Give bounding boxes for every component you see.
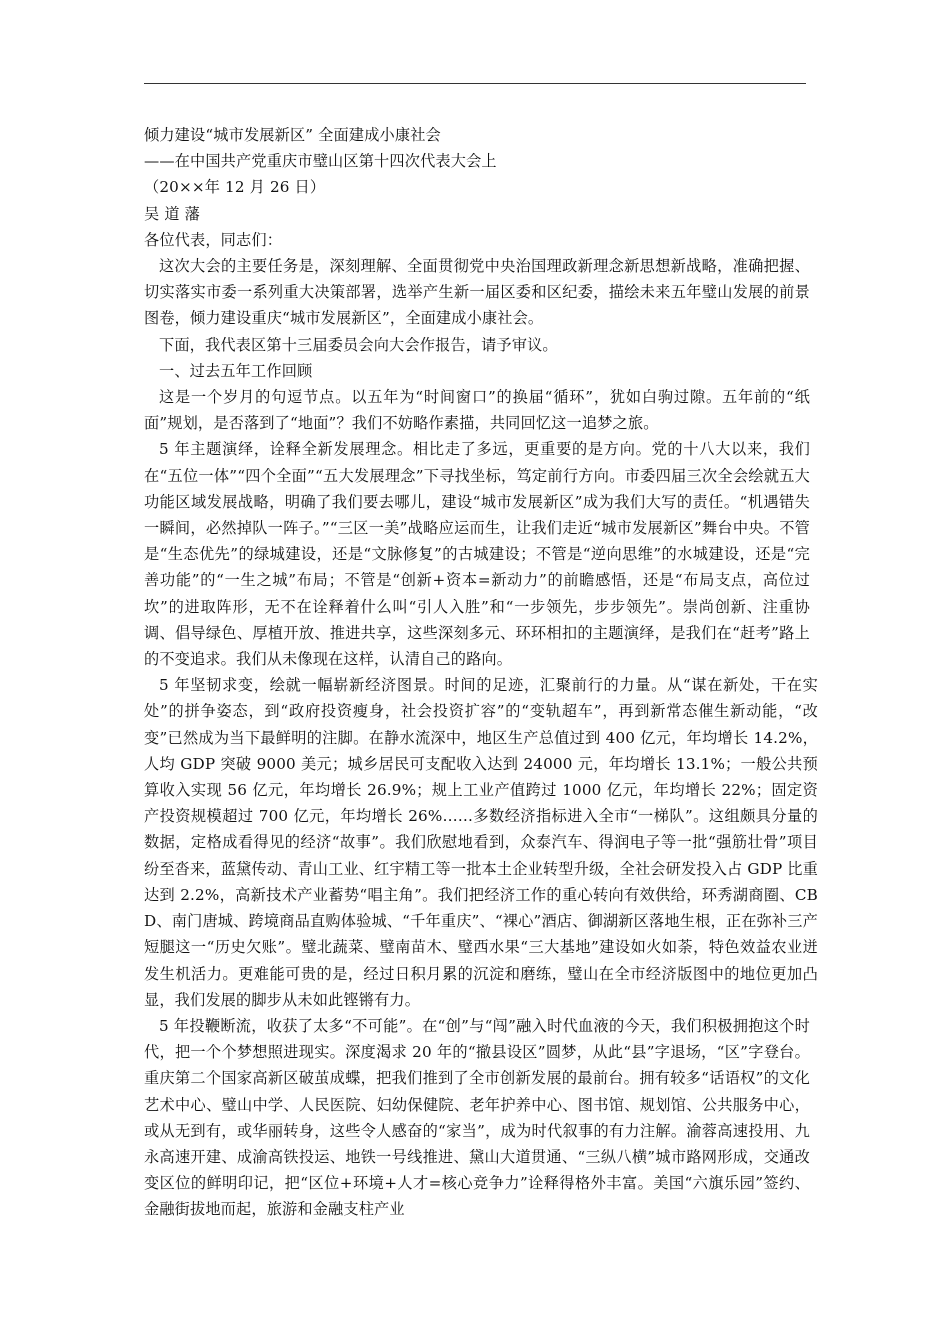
paragraph: 这次大会的主要任务是，深刻理解、全面贯彻党中央治国理政新理念新思想新战略，准确把握、切实落实市委一系列重大决策部署，选举产生新一届区委和区纪委，描绘未来五年璧山发展的前景图卷，倾力建设重庆“城市发展新区”，全面建成小康社会。 bbox=[144, 257, 810, 328]
paragraph: 5 年投鞭断流，收获了太多“不可能”。在“创”与“闯”融入时代血液的今天，我们积极拥抱这个时代，把一个个梦想照进现实。深度渴求 20 年的“撤县设区”圆梦，从此“县”字退场，“区”字登台。重庆第二个国家高新区破茧成蝶，把我们推到了全市创新发展的最前台。拥有较多“话语权”的文化艺术中心、璧山中学、人民医院、妇幼保健院、老年护养中心、图书馆、规划馆、公共服务中心，或从无到有，或华丽转身，这些令人感奋的“家当”，成为时代叙事的有力注解。渝蓉高速投用、九永高速开建、成渝高铁投运、地铁一号线推进、黛山大道贯通、“三纵八横”城市路网形成，交通改变区位的鲜明印记，把“区位+环境+人才=核心竞争力”诠释得格外丰富。美国“六旗乐园”签约、金融街拔地而起，旅游和金融支柱产业 bbox=[144, 1016, 810, 1219]
document-author: 吴 道 藩 bbox=[144, 204, 200, 223]
salutation: 各位代表，同志们： bbox=[144, 230, 283, 249]
paragraph: 这是一个岁月的句逗节点。以五年为“时间窗口”的换届“循环”，犹如白驹过隙。五年前的“纸面”规划，是否落到了“地面”？我们不妨略作素描，共同回忆这一追梦之旅。 bbox=[144, 388, 810, 433]
document-body bbox=[144, 122, 818, 1223]
document-title: 倾力建设“城市发展新区” 全面建成小康社会 bbox=[144, 126, 441, 144]
paragraph: 下面，我代表区第十三届委员会向大会作报告，请予审议。 bbox=[159, 335, 558, 354]
document-date: （20××年 12 月 26 日） bbox=[144, 178, 326, 197]
document-subtitle: ——在中国共产党重庆市璧山区第十四次代表大会上 bbox=[144, 152, 497, 171]
section-heading: 一、过去五年工作回顾 bbox=[159, 361, 313, 380]
header-rule bbox=[144, 83, 806, 84]
paragraph: 5 年坚韧求变，绘就一幅崭新经济图景。时间的足迹，汇聚前行的力量。从“谋在新处，干在实处”的拼争姿态，到“政府投资瘦身，社会投资扩容”的“变轨超车”，再到新常态催生新动能，“改变”已然成为当下最鲜明的注脚。在静水流深中，地区生产总值过到 400 亿元，年均增长 14.2%，人均 GDP 突破 9000 美元；城乡居民可支配收入达到 24000 元，年均增长 13.1%；一般公共预算收入实现 56 亿元，年均增长 26.9%；规上工业产值跨过 1000 亿元，年均增长 22%；固定资产投资规模超过 700 亿元，年均增长 26%……多数经济指标进入全市“一梯队”。这组颇具分量的数据，定格成看得见的经济“故事”。我们欣慰地看到，众泰汽车、得润电子等一批“强筋壮骨”项目纷至沓来，蓝黛传动、青山工业、红宇精工等一批本土企业转型升级，全社会研发投入占 GDP 比重达到 2.2%，高新技术产业蓄势“唱主角”。我们把经济工作的重心转向有效供给，环秀湖商圈、CBD、南门唐城、跨境商品直购体验城、“千年重庆”、“裸心”酒店、御湖新区落地生根，正在弥补三产短腿这一“历史欠账”。璧北蔬菜、璧南苗木、璧西水果“三大基地”建设如火如荼，特色效益农业迸发生机活力。更难能可贵的是，经过日积月累的沉淀和磨练，璧山在全市经济版图中的地位更加凸显，我们发展的脚步从未如此铿锵有力。 bbox=[144, 676, 818, 1009]
paragraph: 5 年主题演绎，诠释全新发展理念。相比走了多远，更重要的是方向。党的十八大以来，我们在“五位一体”“四个全面”“五大发展理念”下寻找坐标，笃定前行方向。市委四届三次全会绘就五大功能区域发展战略，明确了我们要去哪儿，建设“城市发展新区”成为我们大写的责任。“机遇错失一瞬间，必然掉队一阵子。”“三区一美”战略应运而生，让我们走近“城市发展新区”舞台中央。不管是“生态优先”的绿城建设，还是“文脉修复”的古城建设；不管是“逆向思维”的水城建设，还是“完善功能”的“一生之城”布局；不管是“创新+资本=新动力”的前瞻感悟，还是“布局支点，高位过坎”的进取阵形，无不在诠释着什么叫“引人入胜”和“一步领先，步步领先”。崇尚创新、注重协调、倡导绿色、厚植开放、推进共享，这些深刻多元、环环相扣的主题演绎，是我们在“赶考”路上的不变追求。我们从未像现在这样，认清自己的路向。 bbox=[144, 440, 810, 669]
